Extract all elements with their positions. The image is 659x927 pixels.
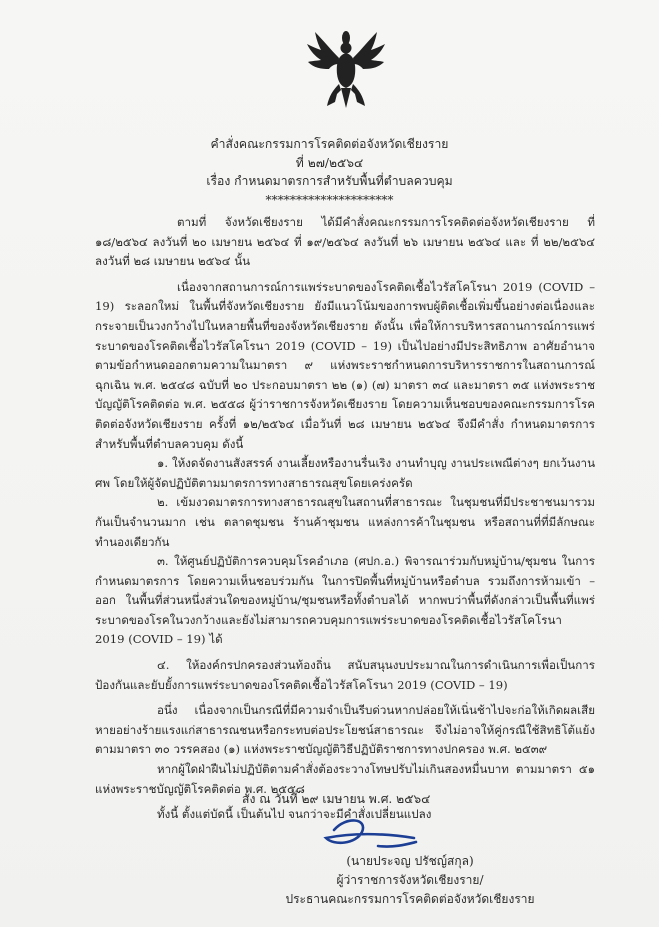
separator-stars: *********************	[265, 192, 394, 207]
signer-committee-position: ประธานคณะกรรมการโรคติดต่อจังหวัดเชียงราย	[285, 892, 535, 906]
paragraph-reason: เนื่องจากสถานการณ์การแพร่ระบาดของโรคติดเชื้อไวรัสโคโรนา 2019 (COVID – 19) ระลอกใหม่ ในพื้นที่จังหวัดเชียงราย ยังมีแนวโน้มของการพบผู้ติดเชื้อเพิ่มขึ้นอย่างต่อเนื่องและกระจายเป็นวงกว้างไปในหลายพื้นที่ของจังหวัดเชียงราย ดังนั้น เพื่อให้การบริหารสถานการณ์การแพร่ระบาดของโรคติดเชื้อไวรัสโคโรนา 2019 (COVID – 19) เป็นไปอย่างมีประสิทธิภาพ อาศัยอำนาจตามข้อกำหนดออกตามความในมาตรา ๙ แห่งพระราชกำหนดการบริหารราชการในสถานการณ์ฉุกเฉิน พ.ศ. ๒๕๔๘ ฉบับที่ ๒๐ ประกอบมาตรา ๒๒ (๑) (๗) มาตรา ๓๔ และมาตรา ๓๕ แห่งพระราชบัญญัติโรคติดต่อ พ.ศ. ๒๕๕๘ ผู้ว่าราชการจังหวัดเชียงราย โดยความเห็นชอบของคณะกรรมการโรคติดต่อจังหวัดเชียงราย ครั้งที่ ๑๒/๒๕๖๔ เมื่อวันที่ ๒๘ เมษายน ๒๕๖๔ จึงมีคำสั่ง กำหนดมาตรการสำหรับพื้นที่ตำบลควบคุม ดังนี้	[95, 279, 595, 451]
measure-3: ๓. ให้ศูนย์ปฏิบัติการควบคุมโรคอำเภอ (ศปก.อ.) พิจารณาร่วมกับหมู่บ้าน/ชุมชน ในการกำหนดมาตรการ โดยความเห็นชอบร่วมกัน ในการปิดพื้นที่หมู่บ้านหรือตำบล รวมถึงการห้ามเข้า – ออก ในพื้นที่ส่วนหนึ่งส่วนใดของหมู่บ้าน/ชุมชนหรือทั้งตำบลได้ หากพบว่าพื้นที่ดังกล่าวเป็นพื้นที่แพร่ระบาดของโรคในวงกว้างและยังไม่สามารถควบคุมการแพร่ระบาดของโรคติดเชื้อไวรัสโคโรนา 2019 (COVID – 19) ได้	[95, 554, 595, 647]
garuda-emblem-icon	[303, 28, 389, 110]
order-subject: เรื่อง กำหนดมาตรการสำหรับพื้นที่ตำบลควบคุม	[206, 174, 453, 188]
paragraph-urgency: อนึ่ง เนื่องจากเป็นกรณีที่มีความจำเป็นรีบด่วนหากปล่อยให้เนิ่นช้าไปจะก่อให้เกิดผลเสียหายอย่างร้ายแรงแก่สาธารณชนหรือกระทบต่อประโยชน์สาธารณะ จึงไม่อาจให้คู่กรณีใช้สิทธิโต้แย้ง ตามมาตรา ๓๐ วรรคสอง (๑) แห่งพระราชบัญญัติวิธีปฏิบัติราชการทางปกครอง พ.ศ. ๒๕๓๙	[95, 703, 595, 757]
measure-4: ๔. ให้องค์กรปกครองส่วนท้องถิ่น สนับสนุนงบประมาณในการดำเนินการเพื่อเป็นการป้องกันและยับยั้งการแพร่ระบาดของโรคติดเชื้อไวรัสโคโรนา 2019 (COVID – 19)	[95, 658, 595, 692]
order-title: คำสั่งคณะกรรมการโรคติดต่อจังหวัดเชียงราย	[210, 137, 449, 151]
measure-2: ๒. เข้มงวดมาตรการทางสาธารณสุขในสถานที่สาธารณะ ในชุมชนที่มีประชาชนมารวมกันเป็นจำนวนมาก เช่น ตลาดชุมชน ร้านค้าชุมชน แหล่งการค้าในชุมชน หรือสถานที่ที่มีลักษณะทำนองเดียวกัน	[95, 495, 595, 549]
signature-block	[260, 852, 560, 909]
document-header	[0, 135, 659, 209]
signer-name: (นายประจญ ปรัชญ์สกุล)	[346, 854, 474, 868]
signature-image	[316, 808, 426, 856]
paragraph-effective: ทั้งนี้ ตั้งแต่บัดนี้ เป็นต้นไป จนกว่าจะมีคำสั่งเปลี่ยนแปลง	[157, 807, 432, 822]
measure-1: ๑. ให้งดจัดงานสังสรรค์ งานเลี้ยงหรืองานรื่นเริง งานทำบุญ งานประเพณีต่างๆ ยกเว้นงานศพ โดยให้ผู้จัดปฏิบัติตามมาตรการทางสาธารณสุขโดยเคร่งครัด	[95, 456, 595, 490]
paragraph-reference: ตามที่ จังหวัดเชียงราย ได้มีคำสั่งคณะกรรมการโรคติดต่อจังหวัดเชียงราย ที่ ๑๘/๒๕๖๔ ลงวันที่ ๒๐ เมษายน ๒๕๖๔ ที่ ๑๙/๒๕๖๔ ลงวันที่ ๒๖ เมษายน ๒๕๖๔ และ ที่ ๒๒/๒๕๖๔ ลงวันที่ ๒๘ เมษายน ๒๕๖๔ นั้น	[95, 215, 595, 269]
signer-position: ผู้ว่าราชการจังหวัดเชียงราย/	[336, 873, 484, 887]
paragraph-penalty: หากผู้ใดฝ่าฝืนไม่ปฏิบัติตามคำสั่งต้องระวางโทษปรับไม่เกินสองหมื่นบาท ตามมาตรา ๕๑ แห่งพระราชบัญญัติโรคติดต่อ พ.ศ. ๒๕๕๘	[95, 762, 595, 796]
document-body	[95, 213, 595, 825]
order-date: สั่ง ณ วันที่ ๒๙ เมษายน พ.ศ. ๒๕๖๔	[242, 792, 431, 806]
order-number: ที่ ๒๗/๒๕๖๔	[295, 155, 364, 170]
